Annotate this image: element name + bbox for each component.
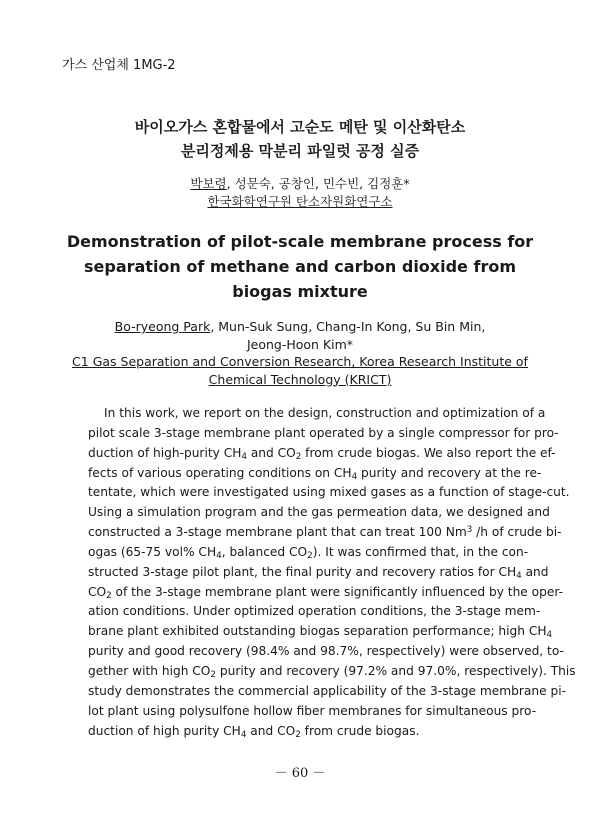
english-author-line: Jeong-Hoon Kim* xyxy=(246,336,354,352)
session-code: 가스 산업체 1MG-2 xyxy=(62,58,176,73)
abstract-line: study demonstrates the commercial applicability of the 3-stage membrane pi- xyxy=(88,683,566,698)
english-title-line: separation of methane and carbon dioxide from xyxy=(83,257,516,276)
abstract-line: duction of high purity $CH_4$ and $CO_2$ from crude biogas. xyxy=(88,723,420,740)
english-title-line: biogas mixture xyxy=(232,282,368,301)
korean-affiliation: 한국화학연구원 탄소자원화연구소 xyxy=(207,194,393,209)
abstract-line: constructed a 3-stage membrane plant that can treat 100 Nm$^3$ /h of crude bi- xyxy=(88,525,562,540)
presenter-name: Bo-ryeong Park xyxy=(114,319,211,334)
korean-title-line: 바이오가스 혼합물에서 고순도 메탄 및 이산화탄소 xyxy=(134,118,466,136)
korean-author-name: 김정훈* xyxy=(367,176,410,191)
korean-author-name: 성문숙 xyxy=(234,176,271,191)
abstract-line: ogas (65-75 vol% $CH_4$, balanced $CO_2$). It was confirmed that, in the con- xyxy=(88,544,529,561)
korean-author-name: 민수빈 xyxy=(322,176,360,191)
abstract-line: structed 3-stage pilot plant, the final purity and recovery ratios for $CH_4$ and xyxy=(88,564,549,581)
abstract-line: gether with high $CO_2$ purity and recovery (97.2% and 97.0%, respectively). This xyxy=(88,663,576,680)
abstract-line: ation conditions. Under optimized operation conditions, the 3-stage mem- xyxy=(88,604,541,619)
page-number: － 60 － xyxy=(274,766,326,781)
english-affiliation-line: C1 Gas Separation and Conversion Research, Korea Research Institute of xyxy=(72,354,528,369)
english-title xyxy=(0,229,600,304)
korean-author-block xyxy=(0,175,600,211)
abstract-line: duction of high-purity $CH_4$ and $CO_2$ from crude biogas. We also report the ef- xyxy=(88,445,556,462)
abstract-line: lot plant using polysulfone hollow fiber membranes for simultaneous pro- xyxy=(88,703,537,718)
co-author-names: , Mun-Suk Sung, Chang-In Kong, Su Bin Min, xyxy=(210,319,486,334)
english-affiliation-line: Chemical Technology (KRICT) xyxy=(208,371,392,387)
korean-author-separator: , xyxy=(226,176,235,191)
abstract-line: brane plant exhibited outstanding biogas separation performance; high $CH_4$ xyxy=(88,624,553,641)
korean-author-separator: , xyxy=(270,176,279,191)
english-author-block xyxy=(0,318,600,388)
korean-title-line: 분리정제용 막분리 파일럿 공정 실증 xyxy=(180,142,420,160)
korean-author-name: 공창인 xyxy=(278,176,315,191)
korean-author-separator: , xyxy=(359,176,368,191)
korean-author-list xyxy=(0,175,600,193)
abstract-line: pilot scale 3-stage membrane plant operated by a single compressor for pro- xyxy=(88,425,559,440)
abstract-line: purity and good recovery (98.4% and 98.7%, respectively) were observed, to- xyxy=(88,644,564,659)
abstract-body xyxy=(88,404,576,741)
abstract-line: $CO_2$ of the 3-stage membrane plant were significantly influenced by the oper- xyxy=(88,584,563,601)
english-author-line xyxy=(0,318,600,336)
abstract-line: Using a simulation program and the gas permeation data, we designed and xyxy=(88,505,550,520)
abstract-line: tentate, which were investigated using mixed gases as a function of stage-cut. xyxy=(88,485,570,500)
abstract-line: fects of various operating conditions on $CH_4$ purity and recovery at the re- xyxy=(88,465,542,482)
english-title-line: Demonstration of pilot-scale membrane process for xyxy=(66,232,534,251)
korean-author-name: 박보령 xyxy=(190,176,227,191)
abstract-line: In this work, we report on the design, construction and optimization of a xyxy=(104,406,546,420)
korean-title xyxy=(0,115,600,163)
korean-author-separator: , xyxy=(314,176,323,191)
